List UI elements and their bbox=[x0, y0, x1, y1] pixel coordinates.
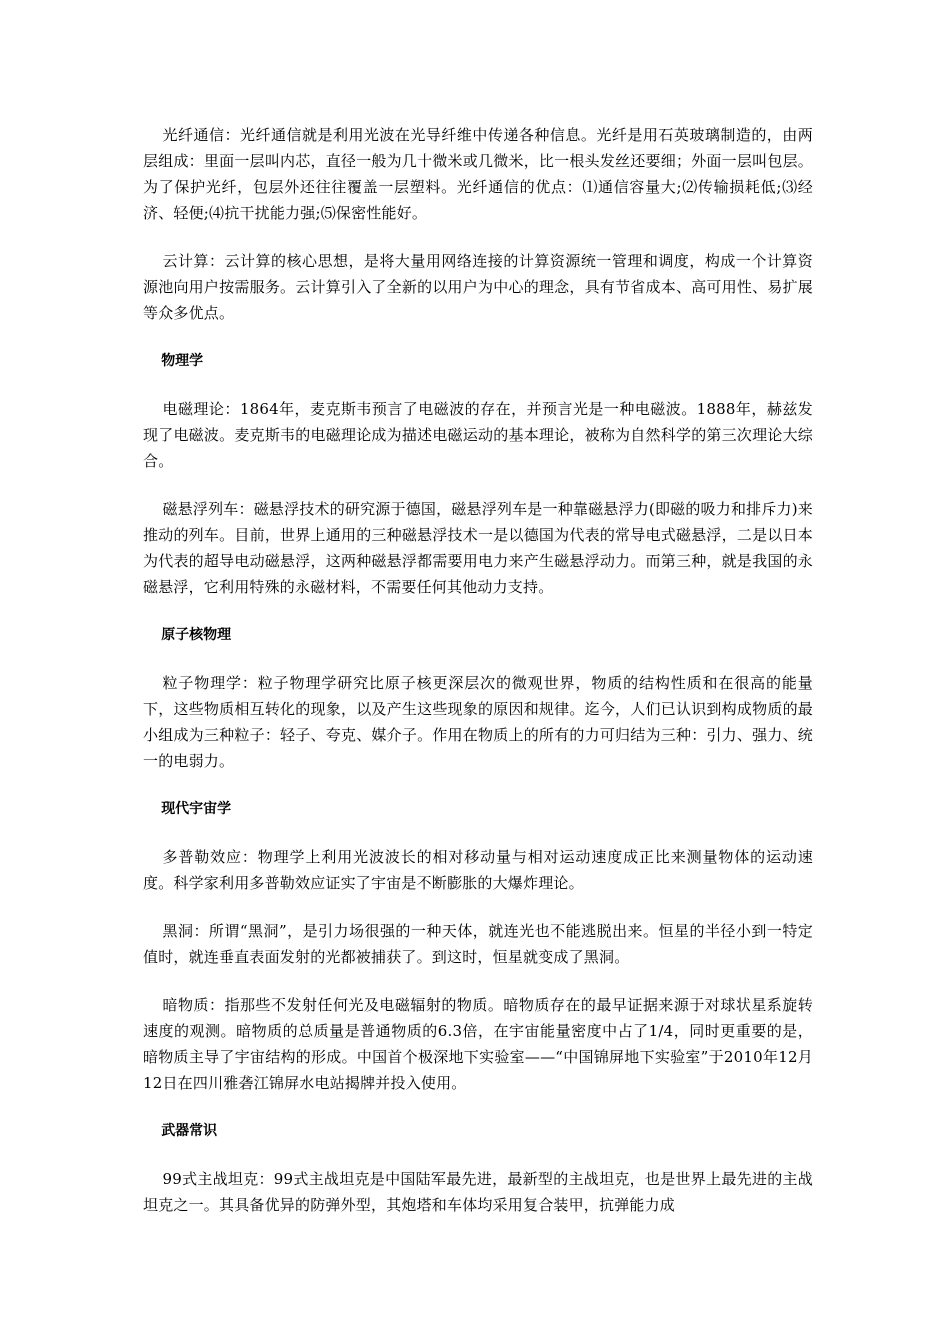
paragraph-dark-matter: 暗物质：指那些不发射任何光及电磁辐射的物质。暗物质存在的最早证据来源于对球状星系旋转速度的观测。暗物质的总质量是普通物质的6.3倍，在宇宙能量密度中占了1/4，同时更重要的是，暗物质主导了宇宙结构的形成。中国首个极深地下实验室——“中国锦屏地下实验室”于2010年12月12日在四川雅砻江锦屏水电站揭牌并投入使用。 bbox=[143, 996, 813, 1092]
paragraph-particle-physics: 粒子物理学：粒子物理学研究比原子核更深层次的微观世界，物质的结构性质和在很高的能量下，这些物质相互转化的现象，以及产生这些现象的原因和规律。迄今，人们已认识到构成物质的最小组成为三种粒子：轻子、夸克、媒介子。作用在物质上的所有的力可归结为三种：引力、强力、统一的电弱力。 bbox=[143, 674, 813, 770]
section-heading-modern-cosmology: 现代宇宙学 bbox=[161, 801, 232, 817]
paragraph-electromagnetic-theory: 电磁理论：1864年，麦克斯韦预言了电磁波的存在，并预言光是一种电磁波。1888年，赫兹发现了电磁波。麦克斯韦的电磁理论成为描述电磁运动的基本理论，被称为自然科学的第三次理论大综合。 bbox=[143, 400, 813, 470]
paragraph-maglev-train: 磁悬浮列车：磁悬浮技术的研究源于德国，磁悬浮列车是一种靠磁悬浮力(即磁的吸力和排斥力)来推动的列车。目前，世界上通用的三种磁悬浮技术一是以德国为代表的常导电式磁悬浮，二是以日本为代表的超导电动磁悬浮，这两种磁悬浮都需要用电力来产生磁悬浮动力。而第三种，就是我国的永磁悬浮，它利用特殊的永磁材料，不需要任何其他动力支持。 bbox=[143, 500, 814, 596]
paragraph-black-hole: 黑洞：所谓“黑洞”，是引力场很强的一种天体，就连光也不能逃脱出来。恒星的半径小到一特定值时，就连垂直表面发射的光都被捕获了。到这时，恒星就变成了黑洞。 bbox=[143, 922, 813, 966]
section-heading-weapons: 武器常识 bbox=[161, 1123, 218, 1139]
paragraph-cloud-computing: 云计算：云计算的核心思想，是将大量用网络连接的计算资源统一管理和调度，构成一个计算资源池向用户按需服务。云计算引入了全新的以用户为中心的理念，具有节省成本、高可用性、易扩展等众多优点。 bbox=[143, 252, 813, 322]
paragraph-type99-tank: 99式主战坦克：99式主战坦克是中国陆军最先进，最新型的主战坦克，也是世界上最先进的主战坦克之一。其具备优异的防弹外型，其炮塔和车体均采用复合装甲，抗弹能力成 bbox=[143, 1170, 813, 1214]
section-heading-physics: 物理学 bbox=[161, 353, 204, 369]
document-page bbox=[143, 122, 813, 1240]
paragraph-optical-fiber: 光纤通信：光纤通信就是利用光波在光导纤维中传递各种信息。光纤是用石英玻璃制造的，由两层组成：里面一层叫内芯，直径一般为几十微米或几微米，比一根头发丝还要细；外面一层叫包层。为了保护光纤，包层外还往往覆盖一层塑料。光纤通信的优点：⑴通信容量大;⑵传输损耗低;⑶经济、轻便;⑷抗干扰能力强;⑸保密性能好。 bbox=[143, 126, 813, 222]
paragraph-doppler-effect: 多普勒效应：物理学上利用光波波长的相对移动量与相对运动速度成正比来测量物体的运动速度。科学家利用多普勒效应证实了宇宙是不断膨胀的大爆炸理论。 bbox=[143, 848, 813, 892]
section-heading-nuclear-physics: 原子核物理 bbox=[161, 627, 232, 643]
